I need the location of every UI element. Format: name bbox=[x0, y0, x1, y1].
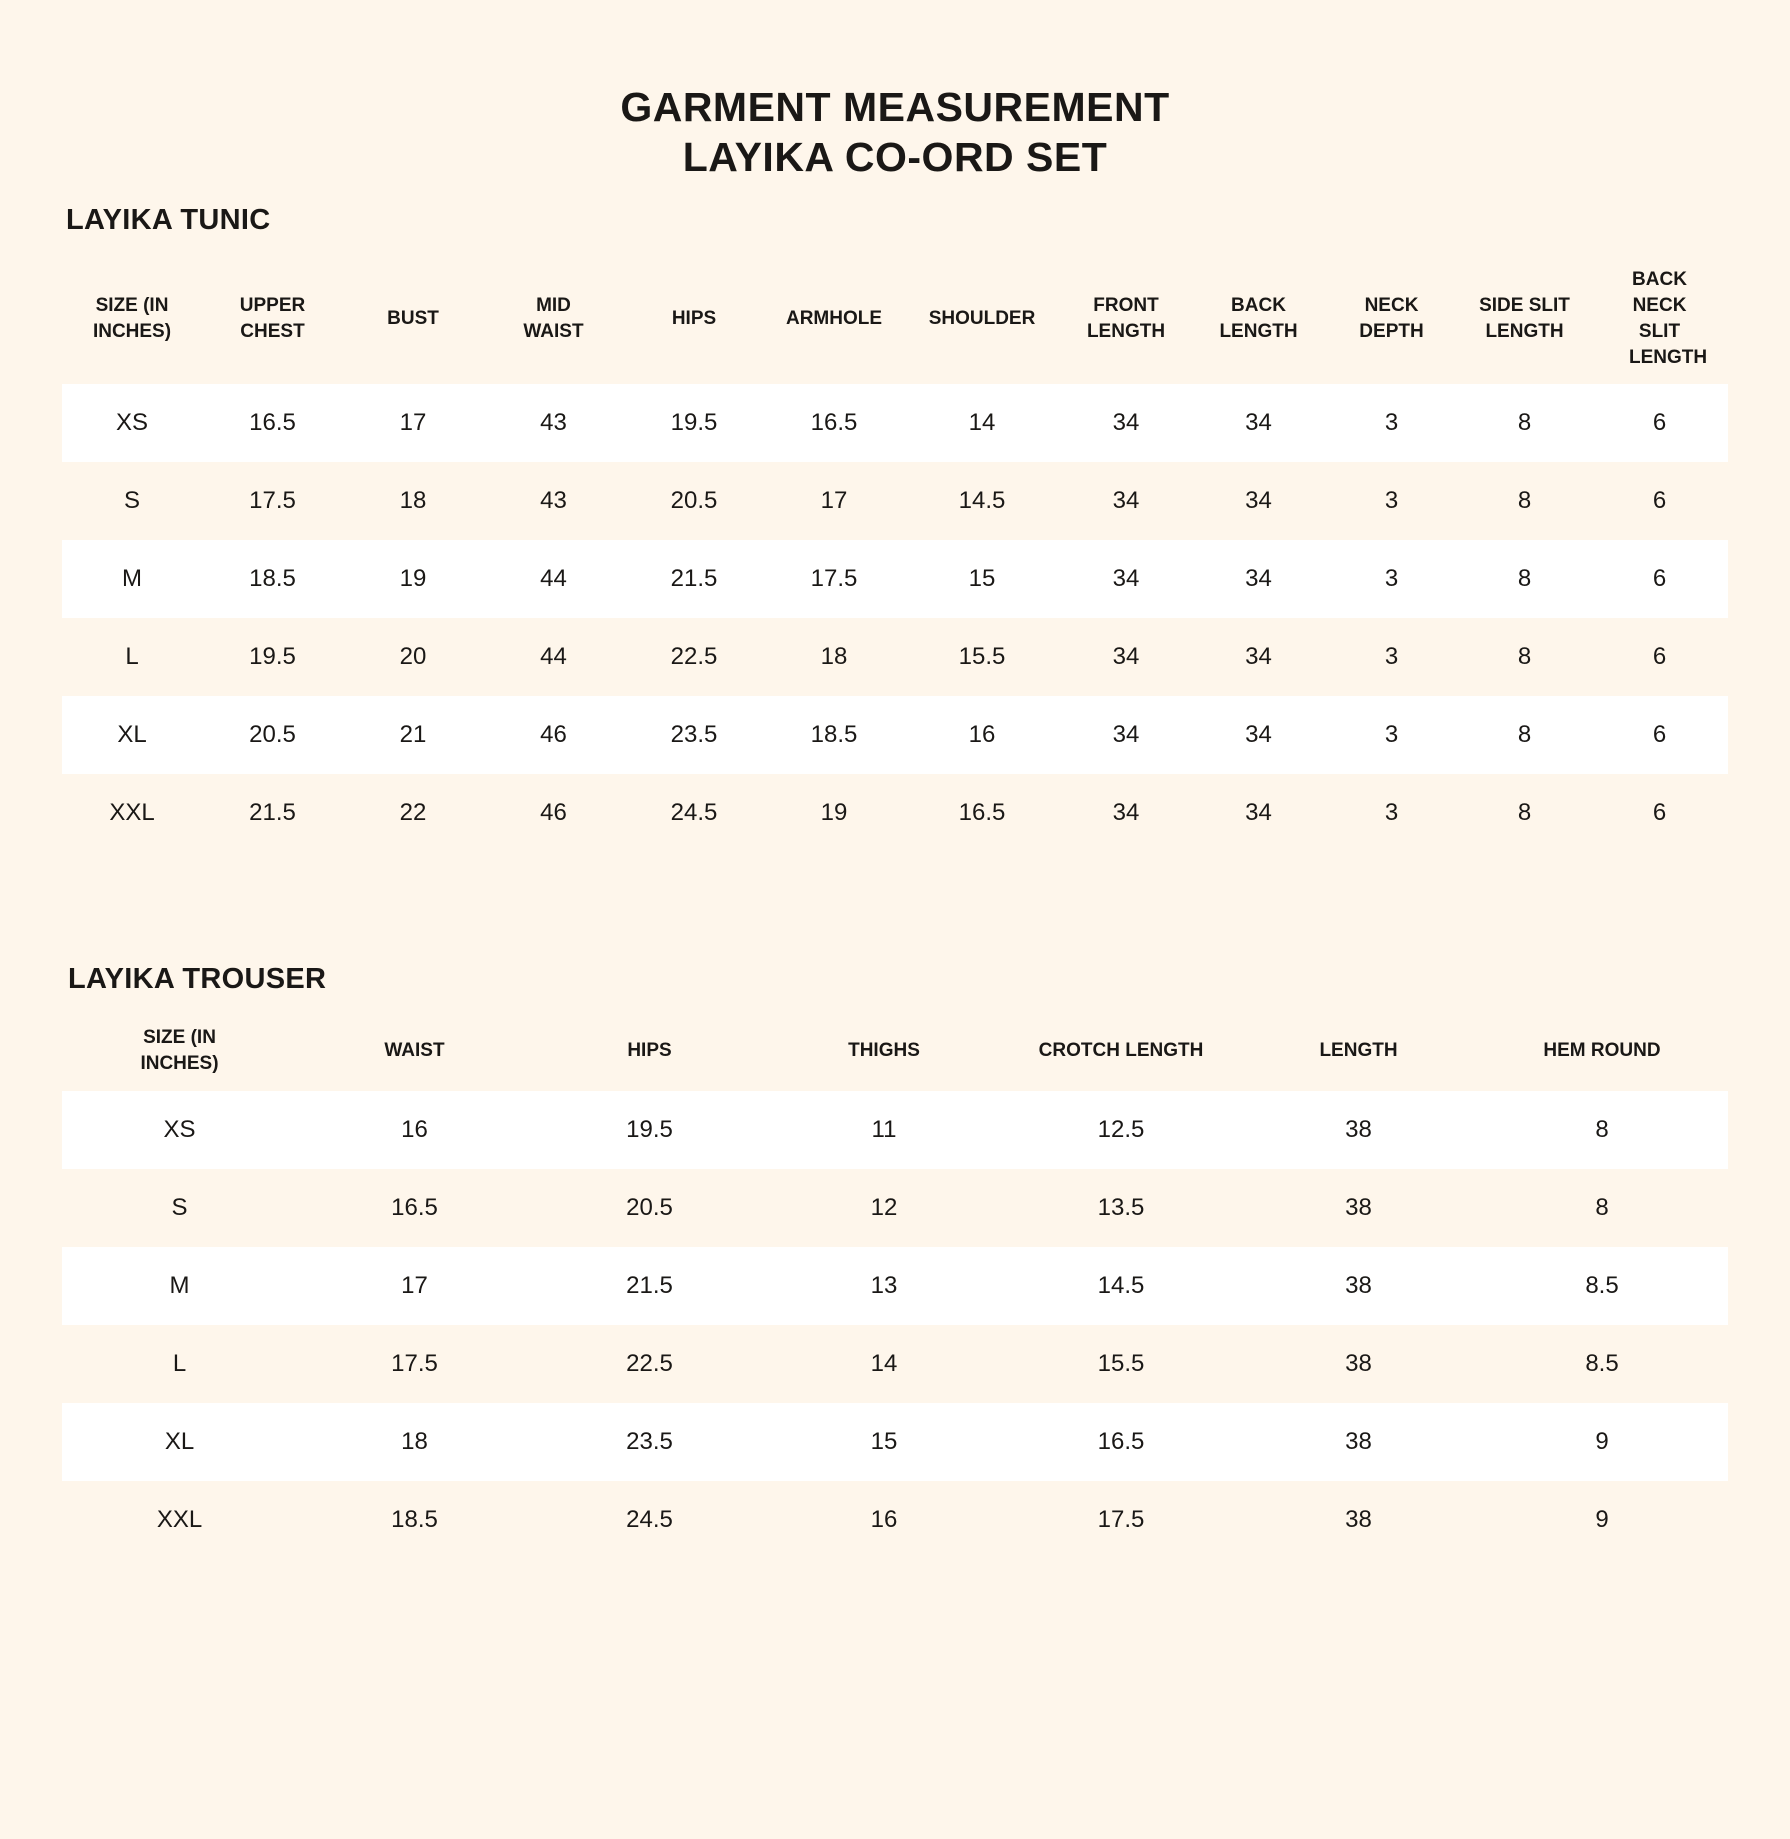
measurement-cell: 38 bbox=[1345, 1506, 1372, 1533]
trouser-header-row bbox=[62, 1011, 1728, 1091]
measurement-cell: 9 bbox=[1595, 1506, 1609, 1533]
measurement-cell: 20 bbox=[399, 643, 427, 670]
measurement-cell: 6 bbox=[1591, 384, 1728, 462]
measurement-cell: 22.5 bbox=[670, 643, 718, 670]
tunic-table-row bbox=[62, 540, 1728, 618]
measurement-cell: 14.5 bbox=[1001, 1247, 1241, 1325]
measurement-cell: 18.5 bbox=[391, 1506, 438, 1533]
page-title bbox=[0, 82, 1790, 182]
size-cell: L bbox=[172, 1350, 187, 1377]
trouser-table-row bbox=[62, 1169, 1728, 1247]
measurement-cell: 6 bbox=[1652, 643, 1667, 670]
trouser-table-row bbox=[62, 1325, 1728, 1403]
measurement-cell: 34 bbox=[1060, 696, 1192, 774]
measurement-cell: 38 bbox=[1241, 1403, 1476, 1481]
measurement-cell: 9 bbox=[1476, 1403, 1728, 1481]
trouser-table-row bbox=[62, 1091, 1728, 1169]
measurement-cell: 8 bbox=[1458, 384, 1591, 462]
measurement-cell: 16.5 bbox=[202, 384, 343, 462]
measurement-cell: 12.5 bbox=[1001, 1091, 1241, 1169]
measurement-cell: 15 bbox=[904, 540, 1060, 618]
measurement-cell: 43 bbox=[540, 487, 567, 514]
measurement-cell: 34 bbox=[1060, 384, 1192, 462]
measurement-cell: 34 bbox=[1112, 643, 1140, 670]
measurement-cell: 21.5 bbox=[249, 799, 296, 826]
measurement-cell: 15 bbox=[767, 1403, 1001, 1481]
measurement-cell: 8 bbox=[1517, 487, 1532, 514]
trouser-table-row bbox=[62, 1481, 1728, 1559]
page-title-line-2: LAYIKA CO-ORD SET bbox=[682, 134, 1108, 180]
measurement-cell: 18 bbox=[297, 1403, 532, 1481]
measurement-cell: 3 bbox=[1384, 799, 1399, 826]
size-cell: M bbox=[62, 540, 202, 618]
tunic-size-table bbox=[62, 254, 1728, 852]
measurement-cell: 8 bbox=[1458, 540, 1591, 618]
column-header-thighs: THIGHS bbox=[848, 1040, 920, 1061]
measurement-cell: 8.5 bbox=[1585, 1350, 1619, 1377]
measurement-cell: 19.5 bbox=[249, 643, 296, 670]
measurement-cell: 21.5 bbox=[532, 1247, 767, 1325]
measurement-cell: 38 bbox=[1241, 1091, 1476, 1169]
measurement-cell: 8 bbox=[1517, 643, 1532, 670]
measurement-cell: 43 bbox=[483, 384, 624, 462]
measurement-cell: 17.5 bbox=[249, 487, 296, 514]
measurement-cell: 3 bbox=[1384, 643, 1399, 670]
measurement-cell: 6 bbox=[1652, 487, 1667, 514]
measurement-cell: 34 bbox=[1060, 540, 1192, 618]
measurement-cell: 17.5 bbox=[764, 540, 904, 618]
measurement-cell: 8 bbox=[1595, 1194, 1609, 1221]
measurement-cell: 19 bbox=[343, 540, 483, 618]
measurement-cell: 16.5 bbox=[764, 384, 904, 462]
column-header-bust: BUST bbox=[387, 308, 439, 329]
size-cell: M bbox=[62, 1247, 297, 1325]
column-header-hips: HIPS bbox=[627, 1040, 672, 1061]
measurement-cell: 44 bbox=[540, 643, 567, 670]
measurement-cell: 34 bbox=[1112, 799, 1140, 826]
measurement-cell: 17.5 bbox=[391, 1350, 438, 1377]
trouser-table-row bbox=[62, 1403, 1728, 1481]
size-cell: XXL bbox=[156, 1506, 203, 1533]
measurement-cell: 19.5 bbox=[532, 1091, 767, 1169]
measurement-cell: 18.5 bbox=[202, 540, 343, 618]
trouser-section-heading: LAYIKA TROUSER bbox=[68, 963, 327, 995]
measurement-cell: 16 bbox=[904, 696, 1060, 774]
tunic-table-row bbox=[62, 696, 1728, 774]
measurement-cell: 16.5 bbox=[1001, 1403, 1241, 1481]
measurement-cell: 14.5 bbox=[958, 487, 1006, 514]
tunic-table-row bbox=[62, 462, 1728, 540]
tunic-section-heading: LAYIKA TUNIC bbox=[66, 204, 271, 236]
column-header-side-slit-length: SIDE SLIT LENGTH bbox=[1479, 295, 1570, 342]
measurement-cell: 14 bbox=[904, 384, 1060, 462]
measurement-cell: 8 bbox=[1517, 799, 1532, 826]
measurement-cell: 15.5 bbox=[1097, 1350, 1145, 1377]
measurement-cell: 13 bbox=[767, 1247, 1001, 1325]
trouser-table-row bbox=[62, 1247, 1728, 1325]
measurement-cell: 20.5 bbox=[670, 487, 718, 514]
measurement-cell: 24.5 bbox=[626, 1506, 673, 1533]
measurement-cell: 34 bbox=[1192, 540, 1325, 618]
measurement-cell: 6 bbox=[1652, 799, 1667, 826]
column-header-back-neck-slit-length: BACK NECK SLIT LENGTH bbox=[1629, 269, 1708, 368]
column-header-length: LENGTH bbox=[1319, 1040, 1398, 1061]
column-header-upper-chest: UPPER CHEST bbox=[239, 295, 306, 342]
measurement-cell: 3 bbox=[1384, 487, 1399, 514]
measurement-cell: 46 bbox=[483, 696, 624, 774]
measurement-cell: 38 bbox=[1345, 1350, 1372, 1377]
measurement-cell: 14 bbox=[870, 1350, 898, 1377]
measurement-cell: 17 bbox=[343, 384, 483, 462]
page-title-line-1: GARMENT MEASUREMENT bbox=[620, 84, 1170, 130]
measurement-cell: 11 bbox=[767, 1091, 1001, 1169]
measurement-cell: 34 bbox=[1245, 799, 1272, 826]
measurement-cell: 44 bbox=[483, 540, 624, 618]
measurement-cell: 16.5 bbox=[391, 1194, 438, 1221]
measurement-cell: 8.5 bbox=[1476, 1247, 1728, 1325]
measurement-cell: 22 bbox=[399, 799, 427, 826]
measurement-cell: 34 bbox=[1112, 487, 1140, 514]
measurement-cell: 16 bbox=[870, 1506, 898, 1533]
tunic-table-row bbox=[62, 384, 1728, 462]
column-header-crotch-length: CROTCH LENGTH bbox=[1038, 1040, 1204, 1061]
measurement-cell: 34 bbox=[1192, 384, 1325, 462]
measurement-cell: 6 bbox=[1591, 540, 1728, 618]
measurement-cell: 19.5 bbox=[624, 384, 764, 462]
measurement-cell: 8 bbox=[1458, 696, 1591, 774]
measurement-cell: 3 bbox=[1325, 384, 1458, 462]
measurement-cell: 38 bbox=[1241, 1247, 1476, 1325]
measurement-cell: 20.5 bbox=[202, 696, 343, 774]
measurement-cell: 15.5 bbox=[958, 643, 1006, 670]
measurement-cell: 16 bbox=[297, 1091, 532, 1169]
size-cell: L bbox=[125, 643, 139, 670]
measurement-cell: 34 bbox=[1245, 643, 1272, 670]
size-cell: S bbox=[123, 487, 140, 514]
size-cell: XXL bbox=[109, 799, 155, 826]
tunic-table-row bbox=[62, 618, 1728, 696]
column-header-mid-waist: MID WAIST bbox=[523, 295, 584, 342]
column-header-neck-depth: NECK DEPTH bbox=[1359, 295, 1424, 342]
column-header-hips: HIPS bbox=[671, 308, 717, 329]
column-header-waist: WAIST bbox=[384, 1040, 445, 1061]
size-cell: XL bbox=[62, 696, 202, 774]
size-cell: S bbox=[171, 1194, 188, 1221]
measurement-cell: 38 bbox=[1345, 1194, 1372, 1221]
column-header-shoulder: SHOULDER bbox=[928, 308, 1036, 329]
measurement-cell: 17 bbox=[297, 1247, 532, 1325]
column-header-size: SIZE (IN INCHES) bbox=[140, 1027, 219, 1074]
measurement-cell: 20.5 bbox=[626, 1194, 673, 1221]
measurement-cell: 19 bbox=[820, 799, 848, 826]
measurement-cell: 3 bbox=[1325, 696, 1458, 774]
measurement-cell: 34 bbox=[1192, 696, 1325, 774]
column-header-armhole: ARMHOLE bbox=[785, 308, 883, 329]
measurement-cell: 21.5 bbox=[624, 540, 764, 618]
measurement-cell: 22.5 bbox=[626, 1350, 673, 1377]
measurement-cell: 6 bbox=[1591, 696, 1728, 774]
column-header-back-length: BACK LENGTH bbox=[1219, 295, 1298, 342]
measurement-cell: 34 bbox=[1245, 487, 1272, 514]
tunic-table-row bbox=[62, 774, 1728, 852]
trouser-size-table bbox=[62, 1011, 1728, 1559]
measurement-cell: 46 bbox=[540, 799, 567, 826]
measurement-cell: 18 bbox=[820, 643, 848, 670]
measurement-cell: 23.5 bbox=[624, 696, 764, 774]
size-cell: XL bbox=[62, 1403, 297, 1481]
measurement-cell: 3 bbox=[1325, 540, 1458, 618]
measurement-cell: 18 bbox=[399, 487, 427, 514]
column-header-hem-round: HEM ROUND bbox=[1543, 1040, 1661, 1061]
measurement-cell: 23.5 bbox=[532, 1403, 767, 1481]
column-header-size: SIZE (IN INCHES) bbox=[92, 295, 172, 342]
measurement-cell: 16.5 bbox=[958, 799, 1006, 826]
measurement-cell: 8 bbox=[1476, 1091, 1728, 1169]
measurement-cell: 21 bbox=[343, 696, 483, 774]
size-cell: XS bbox=[62, 384, 202, 462]
measurement-cell: 12 bbox=[870, 1194, 898, 1221]
measurement-cell: 13.5 bbox=[1097, 1194, 1145, 1221]
measurement-cell: 24.5 bbox=[670, 799, 718, 826]
size-cell: XS bbox=[62, 1091, 297, 1169]
measurement-cell: 17 bbox=[820, 487, 848, 514]
tunic-header-row bbox=[62, 254, 1728, 384]
column-header-front-length: FRONT LENGTH bbox=[1086, 295, 1166, 342]
measurement-cell: 18.5 bbox=[764, 696, 904, 774]
measurement-cell: 17.5 bbox=[1097, 1506, 1145, 1533]
